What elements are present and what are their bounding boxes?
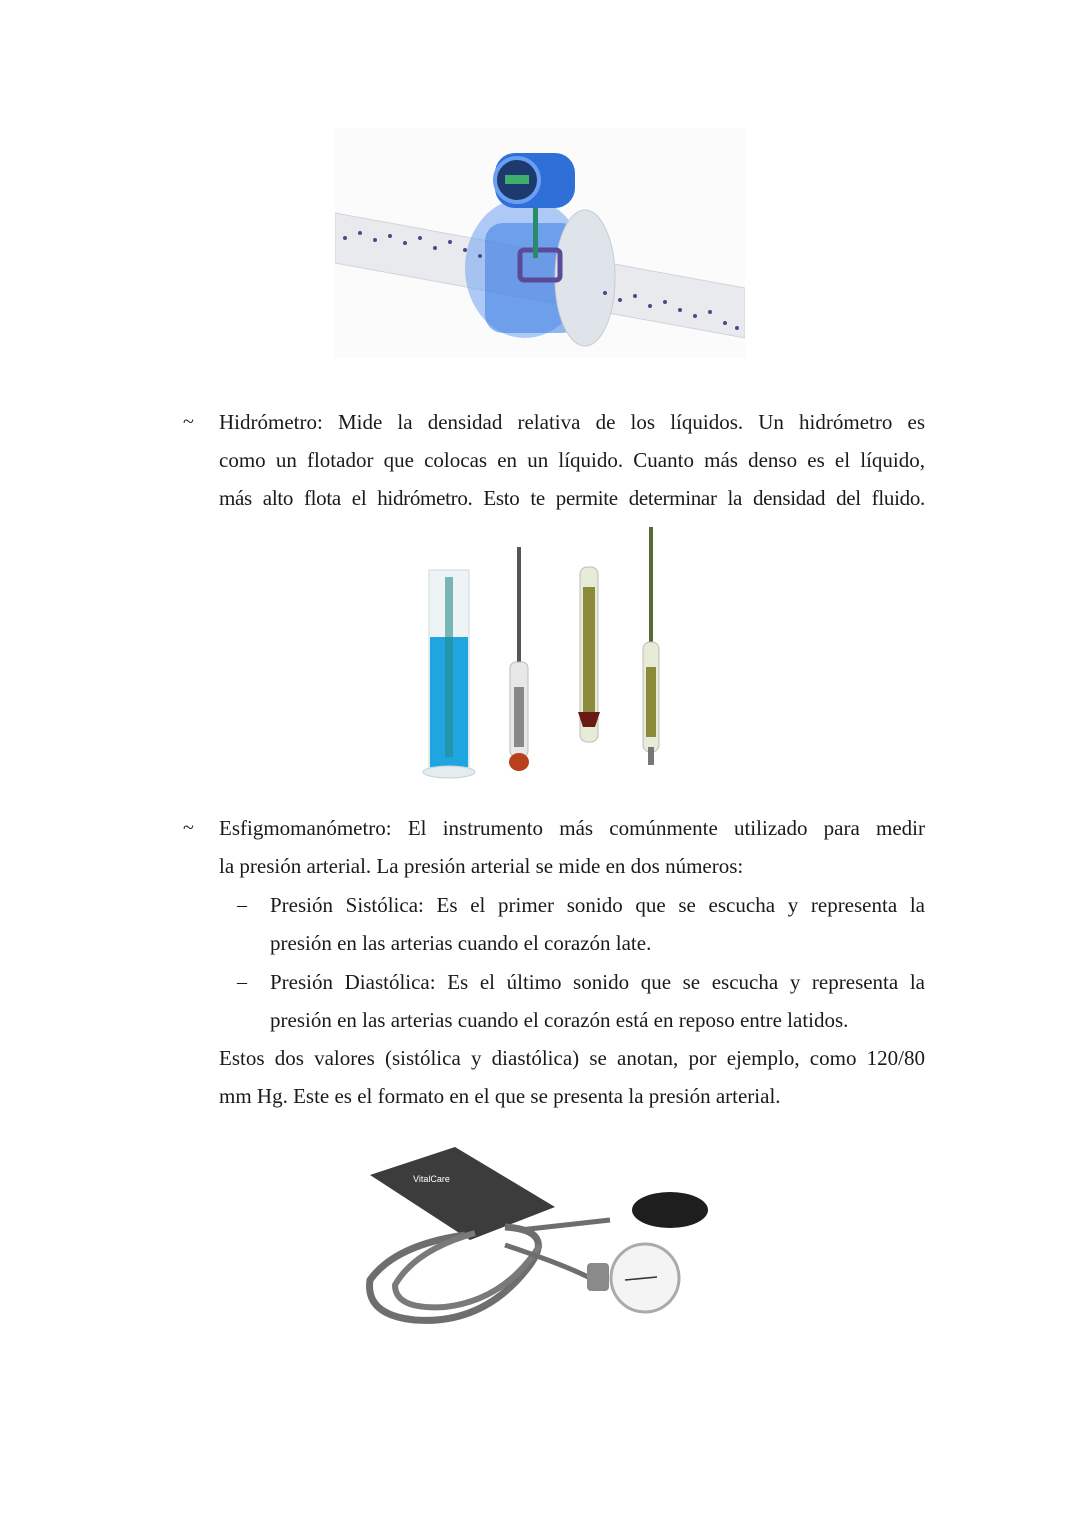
diastolic-text-line-1: Presión Diastólica: Es el último sonido que se escucha y representa la — [270, 970, 925, 994]
bullet-tilde: ~ — [183, 817, 194, 839]
diastolic-text-line-2: presión en las arterias cuando el corazón está en reposo entre latidos. — [270, 1008, 849, 1032]
closing-text-line-1: Estos dos valores (sistólica y diastólica) se anotan, por ejemplo, como 120/80 — [219, 1046, 925, 1070]
flowmeter-image — [335, 128, 745, 358]
brand-label: VitalCare — [413, 1174, 450, 1184]
sphygmomanometer-text-line-2: la presión arterial. La presión arterial se mide en dos números: — [219, 854, 744, 878]
hydrometer-text-line-2: como un flotador que colocas en un líquido. Cuanto más denso es el líquido, — [219, 448, 925, 472]
bullet-dash: – — [237, 971, 247, 993]
bullet-tilde: ~ — [183, 411, 194, 433]
sphygmomanometer-image — [355, 1135, 730, 1345]
hydrometer-text-line-1: Hidrómetro: Mide la densidad relativa de los líquidos. Un hidrómetro es — [219, 410, 925, 434]
systolic-text-line-2: presión en las arterias cuando el corazón late. — [270, 931, 652, 955]
bullet-dash: – — [237, 894, 247, 916]
systolic-text-line-1: Presión Sistólica: Es el primer sonido que se escucha y representa la — [270, 893, 925, 917]
hydrometers-image — [415, 522, 677, 784]
closing-text-line-2: mm Hg. Este es el formato en el que se presenta la presión arterial. — [219, 1084, 781, 1108]
sphygmomanometer-text-line-1: Esfigmomanómetro: El instrumento más comúnmente utilizado para medir — [219, 816, 925, 840]
hydrometer-text-line-3: más alto flota el hidrómetro. Esto te permite determinar la densidad del fluido. — [219, 486, 925, 510]
